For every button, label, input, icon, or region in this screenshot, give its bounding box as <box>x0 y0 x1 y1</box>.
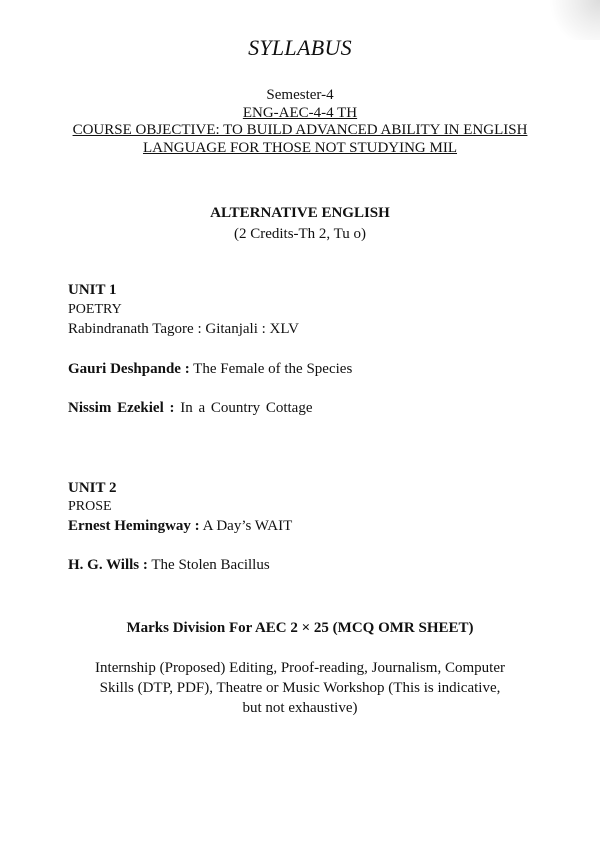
unit-1-item-3 <box>68 400 312 417</box>
item-author: Ernest Hemingway : <box>68 518 200 534</box>
unit-2-item-2 <box>68 557 270 574</box>
unit-1-heading: UNIT 1 <box>68 282 117 298</box>
item-work: The Female of the Species <box>189 361 353 377</box>
marks-division-heading: Marks Division For AEC 2 × 25 (MCQ OMR SHEET) <box>126 620 474 636</box>
item-work: A Day’s WAIT <box>199 518 293 534</box>
unit-2-item-1 <box>68 518 292 535</box>
item-author: Gauri Deshpande : <box>68 361 190 377</box>
course-objective-line-1: COURSE OBJECTIVE: TO BUILD ADVANCED ABILITY IN ENGLISH <box>72 122 528 138</box>
semester-label: Semester-4 <box>266 87 334 103</box>
credits-info: (2 Credits-Th 2, Tu o) <box>233 226 367 242</box>
unit-2-genre: PROSE <box>68 499 112 514</box>
page-corner-shadow <box>540 0 600 40</box>
item-author: Nissim Ezekiel : <box>68 400 175 416</box>
item-work: The Stolen Bacillus <box>147 557 270 573</box>
unit-1-item-2 <box>68 361 352 378</box>
course-header <box>0 87 600 157</box>
course-objective-line-2: LANGUAGE FOR THOSE NOT STUDYING MIL <box>142 139 458 156</box>
section-title: ALTERNATIVE ENGLISH <box>210 205 390 221</box>
item-author: H. G. Wills : <box>68 557 148 573</box>
unit-2-heading: UNIT 2 <box>68 480 117 496</box>
item-author: Rabindranath Tagore <box>68 321 194 337</box>
page-title: SYLLABUS <box>248 35 352 60</box>
marks-division-note: Internship (Proposed) Editing, Proof-reading, Journalism, Computer Skills (DTP, PDF), Theatre or Music Workshop (This is indicative, but not exhaustive) <box>95 660 505 716</box>
item-work: : Gitanjali : XLV <box>193 321 299 337</box>
unit-1-item-1 <box>68 321 299 338</box>
unit-1-genre: POETRY <box>68 302 122 317</box>
course-code: ENG-AEC-4-4 TH <box>242 104 358 121</box>
item-work: In a Country Cottage <box>174 400 313 416</box>
